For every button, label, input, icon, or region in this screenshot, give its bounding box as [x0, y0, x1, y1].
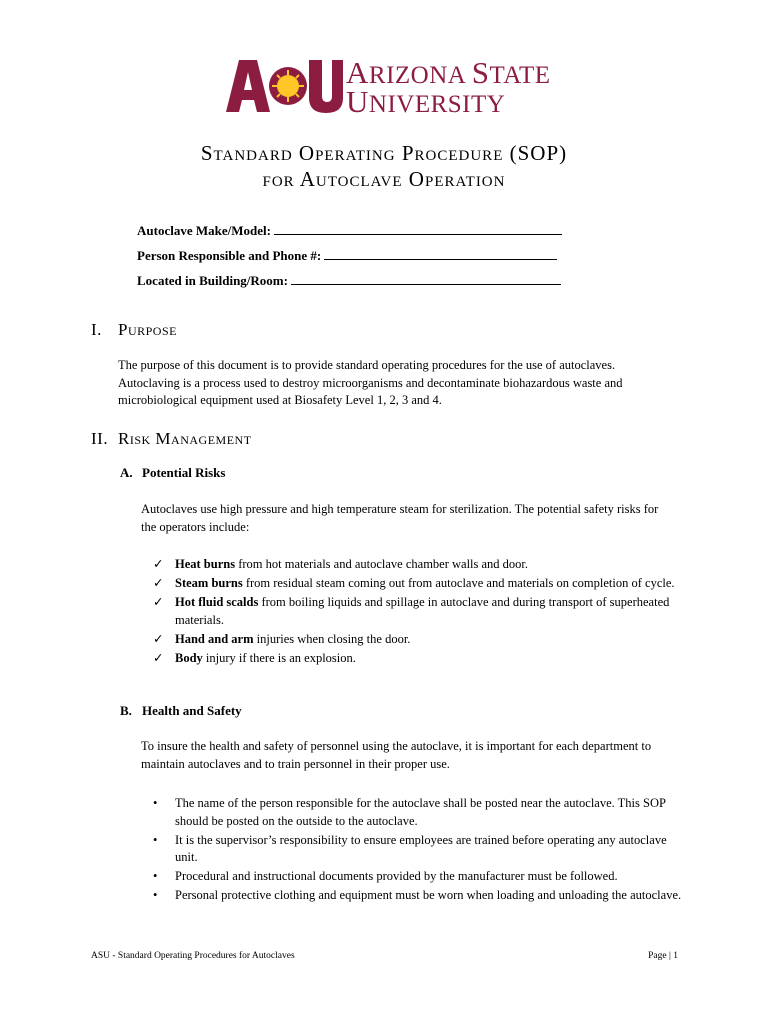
footer-page-number: Page | 1	[648, 951, 678, 961]
bullet-icon: •	[153, 888, 158, 902]
university-name: ARIZONA STATE UNIVERSITY	[346, 55, 551, 119]
list-item: • Procedural and instructional documents provided by the manufacturer must be followed.	[153, 868, 683, 886]
subheading-health-safety: B. Health and Safety	[120, 703, 242, 718]
potential-risks-intro: Autoclaves use high pressure and high temperature steam for sterilization. The potential safety risks for the operators include:	[141, 502, 659, 534]
list-item: ✓ Body injury if there is an explosion.	[153, 650, 683, 668]
list-item: ✓ Steam burns from residual steam coming out from autoclave and materials on completion of cycle.	[153, 575, 683, 593]
document-title-line1: Standard Operating Procedure (SOP)	[200, 141, 568, 165]
checkmark-icon: ✓	[153, 631, 164, 646]
list-item: • The name of the person responsible for the autoclave shall be posted near the autoclave. This SOP should be posted on the outside to the autoclave.	[153, 796, 666, 828]
checkmark-icon: ✓	[153, 557, 164, 571]
checkmark-icon: ✓	[153, 576, 164, 590]
field-person-responsible: Person Responsible and Phone #:	[137, 247, 557, 264]
section-heading-risk-management: II. Risk Management	[91, 429, 252, 448]
document-title-line2: for Autoclave Operation	[262, 167, 506, 191]
bullet-icon: •	[153, 832, 158, 847]
field-location: Located in Building/Room:	[137, 272, 561, 289]
section-heading-purpose: I. Purpose	[91, 320, 177, 339]
bullet-icon: •	[153, 796, 158, 810]
checkmark-icon: ✓	[153, 595, 164, 609]
list-item: • It is the supervisor’s responsibility to ensure employees are trained before operating any autoclave unit.	[153, 832, 667, 864]
list-item: ✓ Hot fluid scalds from boiling liquids and spillage in autoclave and during transport of superheated materials.	[153, 595, 670, 627]
checkmark-icon: ✓	[153, 650, 164, 665]
list-item: ✓ Hand and arm injuries when closing the door.	[153, 631, 683, 649]
asu-sunburst-logo-icon	[226, 56, 344, 114]
list-item: ✓ Heat burns from hot materials and autoclave chamber walls and door.	[153, 556, 683, 574]
potential-risks-list	[153, 556, 683, 669]
footer-title: ASU - Standard Operating Procedures for Autoclaves	[91, 951, 295, 961]
field-make-model: Autoclave Make/Model:	[137, 222, 562, 239]
asu-logo	[226, 55, 551, 119]
health-safety-list	[153, 795, 683, 906]
health-safety-intro: To insure the health and safety of personnel using the autoclave, it is important for each department to maintain autoclaves and to train personnel in their proper use.	[141, 739, 652, 771]
purpose-paragraph: The purpose of this document is to provide standard operating procedures for the use of autoclaves. Autoclaving is a process used to destroy microorganisms and decontaminate biohazardous waste and microbiological equipment used at Biosafety Level 1, 2, 3 and 4.	[118, 358, 623, 407]
list-item: • Personal protective clothing and equipment must be worn when loading and unloading the autoclave.	[153, 887, 683, 905]
subheading-potential-risks: A. Potential Risks	[120, 465, 226, 480]
bullet-icon: •	[153, 869, 158, 883]
